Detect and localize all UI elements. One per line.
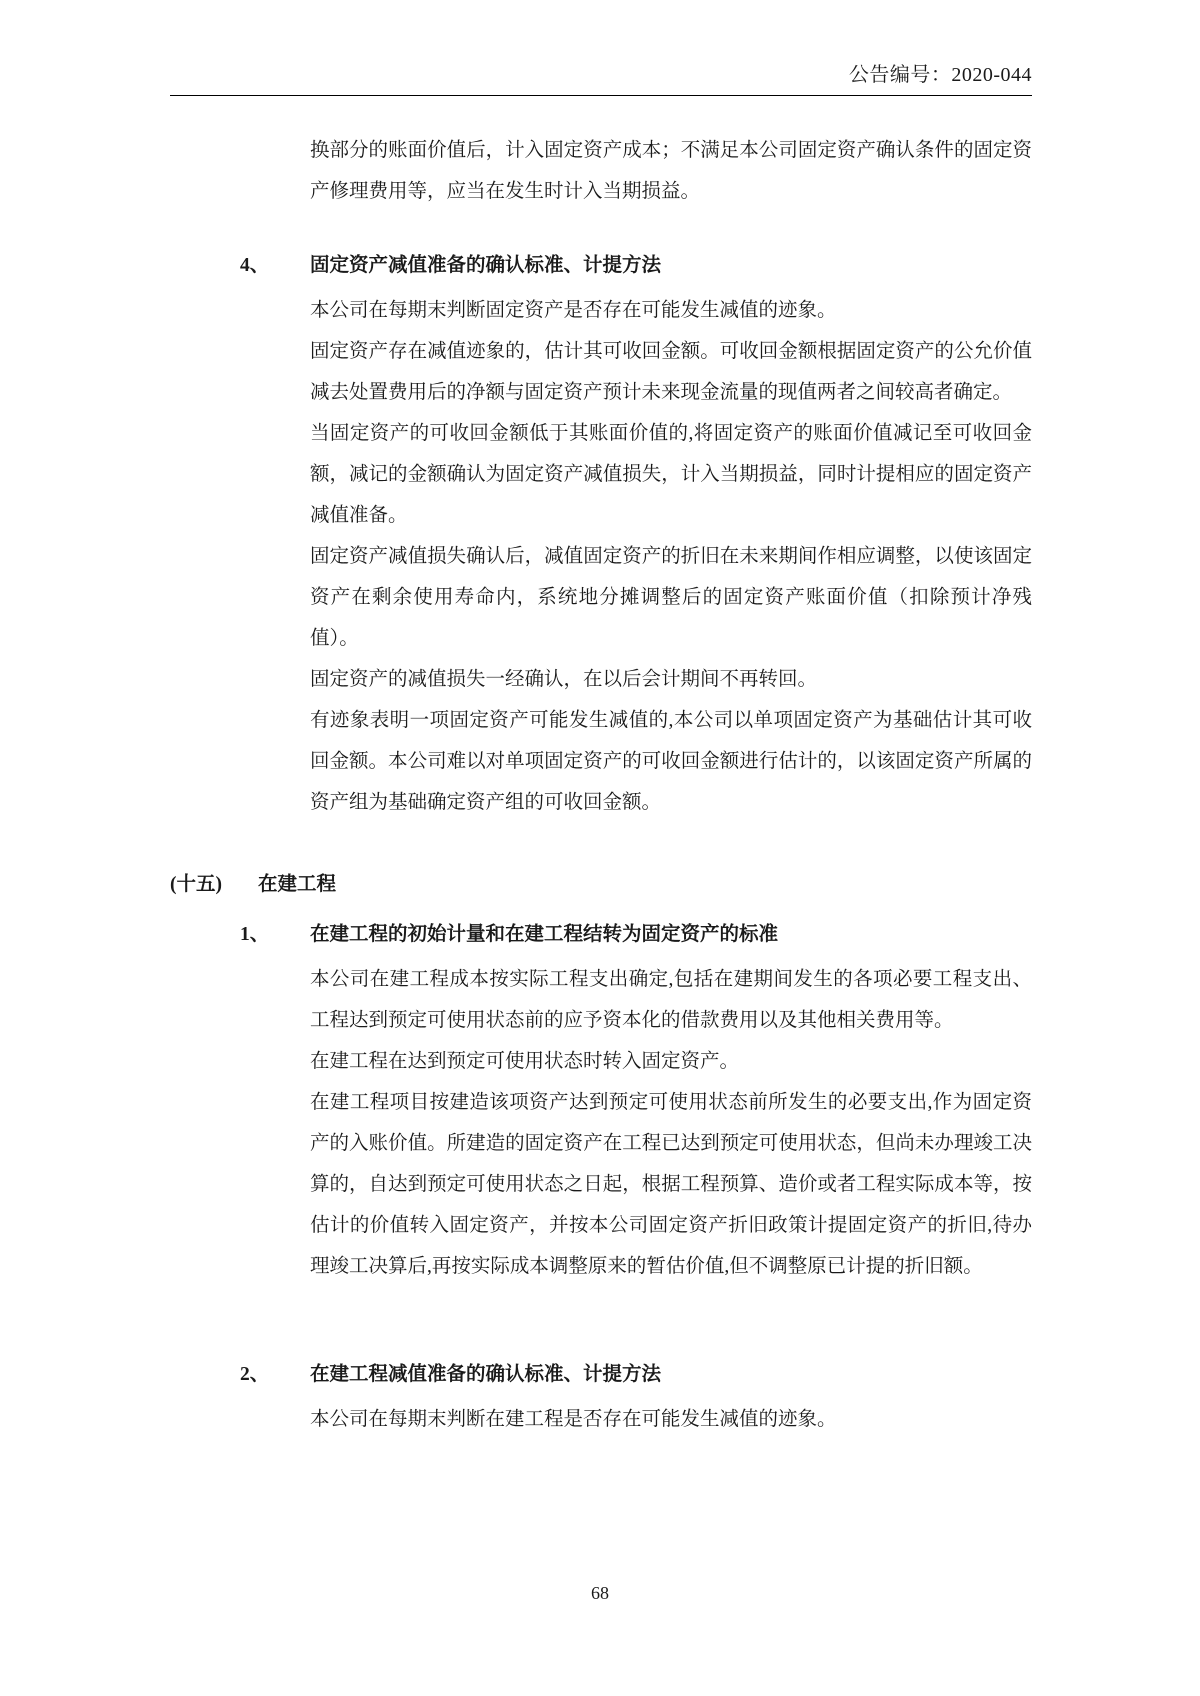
page-number: 68: [591, 1583, 609, 1603]
intro-paragraph: 换部分的账面价值后，计入固定资产成本；不满足本公司固定资产确认条件的固定资产修理费用等，应当在发生时计入当期损益。: [310, 140, 1032, 202]
heading-item-4-number: 4、: [240, 255, 270, 276]
section-15-item-1-title: 在建工程的初始计量和在建工程结转为固定资产的标准: [310, 924, 779, 945]
heading-section-15-item-1: [170, 915, 1032, 955]
heading-section-15-item-2: [170, 1355, 1032, 1395]
section-15-item-1-paragraph-3: 在建工程项目按建造该项资产达到预定可使用状态前所发生的必要支出,作为固定资产的入账价值。所建造的固定资产在工程已达到预定可使用状态，但尚未办理竣工决算的，自达到预定可使用状态之日起，根据工程预算、造价或者工程实际成本等，按估计的价值转入固定资产，并按本公司固定资产折旧政策计提固定资产的折旧,待办理竣工决算后,再按实际成本调整原来的暂估价值,但不调整原已计提的折旧额。: [310, 1092, 1032, 1277]
document-content: [170, 130, 1032, 1440]
item4-paragraph-1: 本公司在每期末判断固定资产是否存在可能发生减值的迹象。: [310, 300, 837, 321]
page-header: [170, 58, 1032, 87]
block-spacer: [170, 1287, 1032, 1321]
section-15-item-1-paragraph-2: 在建工程在达到预定可使用状态时转入固定资产。: [310, 1051, 740, 1072]
notice-number: 公告编号：2020-044: [848, 64, 1032, 86]
section-15-number: (十五): [170, 874, 222, 895]
heading-item-4: [170, 246, 1032, 286]
heading-section-15: [170, 865, 1032, 905]
section-15-item-2-title: 在建工程减值准备的确认标准、计提方法: [310, 1364, 662, 1385]
header-divider: [170, 95, 1032, 96]
section-15-item-1-number: 1、: [240, 924, 270, 945]
item4-paragraph-5: 固定资产的减值损失一经确认，在以后会计期间不再转回。: [310, 669, 818, 690]
item4-paragraph-6: 有迹象表明一项固定资产可能发生减值的,本公司以单项固定资产为基础估计其可收回金额。本公司难以对单项固定资产的可收回金额进行估计的，以该固定资产所属的资产组为基础确定资产组的可收回金额。: [310, 710, 1032, 813]
item4-paragraph-4: 固定资产减值损失确认后，减值固定资产的折旧在未来期间作相应调整，以使该固定资产在剩余使用寿命内，系统地分摊调整后的固定资产账面价值（扣除预计净残值）。: [310, 546, 1032, 649]
section-15-item-1-paragraph-1: 本公司在建工程成本按实际工程支出确定,包括在建期间发生的各项必要工程支出、工程达到预定可使用状态前的应予资本化的借款费用以及其他相关费用等。: [310, 969, 1032, 1031]
section-15-item-2-number: 2、: [240, 1364, 270, 1385]
item4-paragraph-2: 固定资产存在减值迹象的，估计其可收回金额。可收回金额根据固定资产的公允价值减去处置费用后的净额与固定资产预计未来现金流量的现值两者之间较高者确定。: [310, 341, 1032, 403]
section-15-item-2-paragraph-1: 本公司在每期末判断在建工程是否存在可能发生减值的迹象。: [310, 1409, 837, 1430]
section-15-title: 在建工程: [258, 874, 337, 895]
heading-item-4-title: 固定资产减值准备的确认标准、计提方法: [310, 255, 662, 276]
item4-paragraph-3: 当固定资产的可收回金额低于其账面价值的,将固定资产的账面价值减记至可收回金额，减记的金额确认为固定资产减值损失，计入当期损益，同时计提相应的固定资产减值准备。: [310, 423, 1032, 526]
